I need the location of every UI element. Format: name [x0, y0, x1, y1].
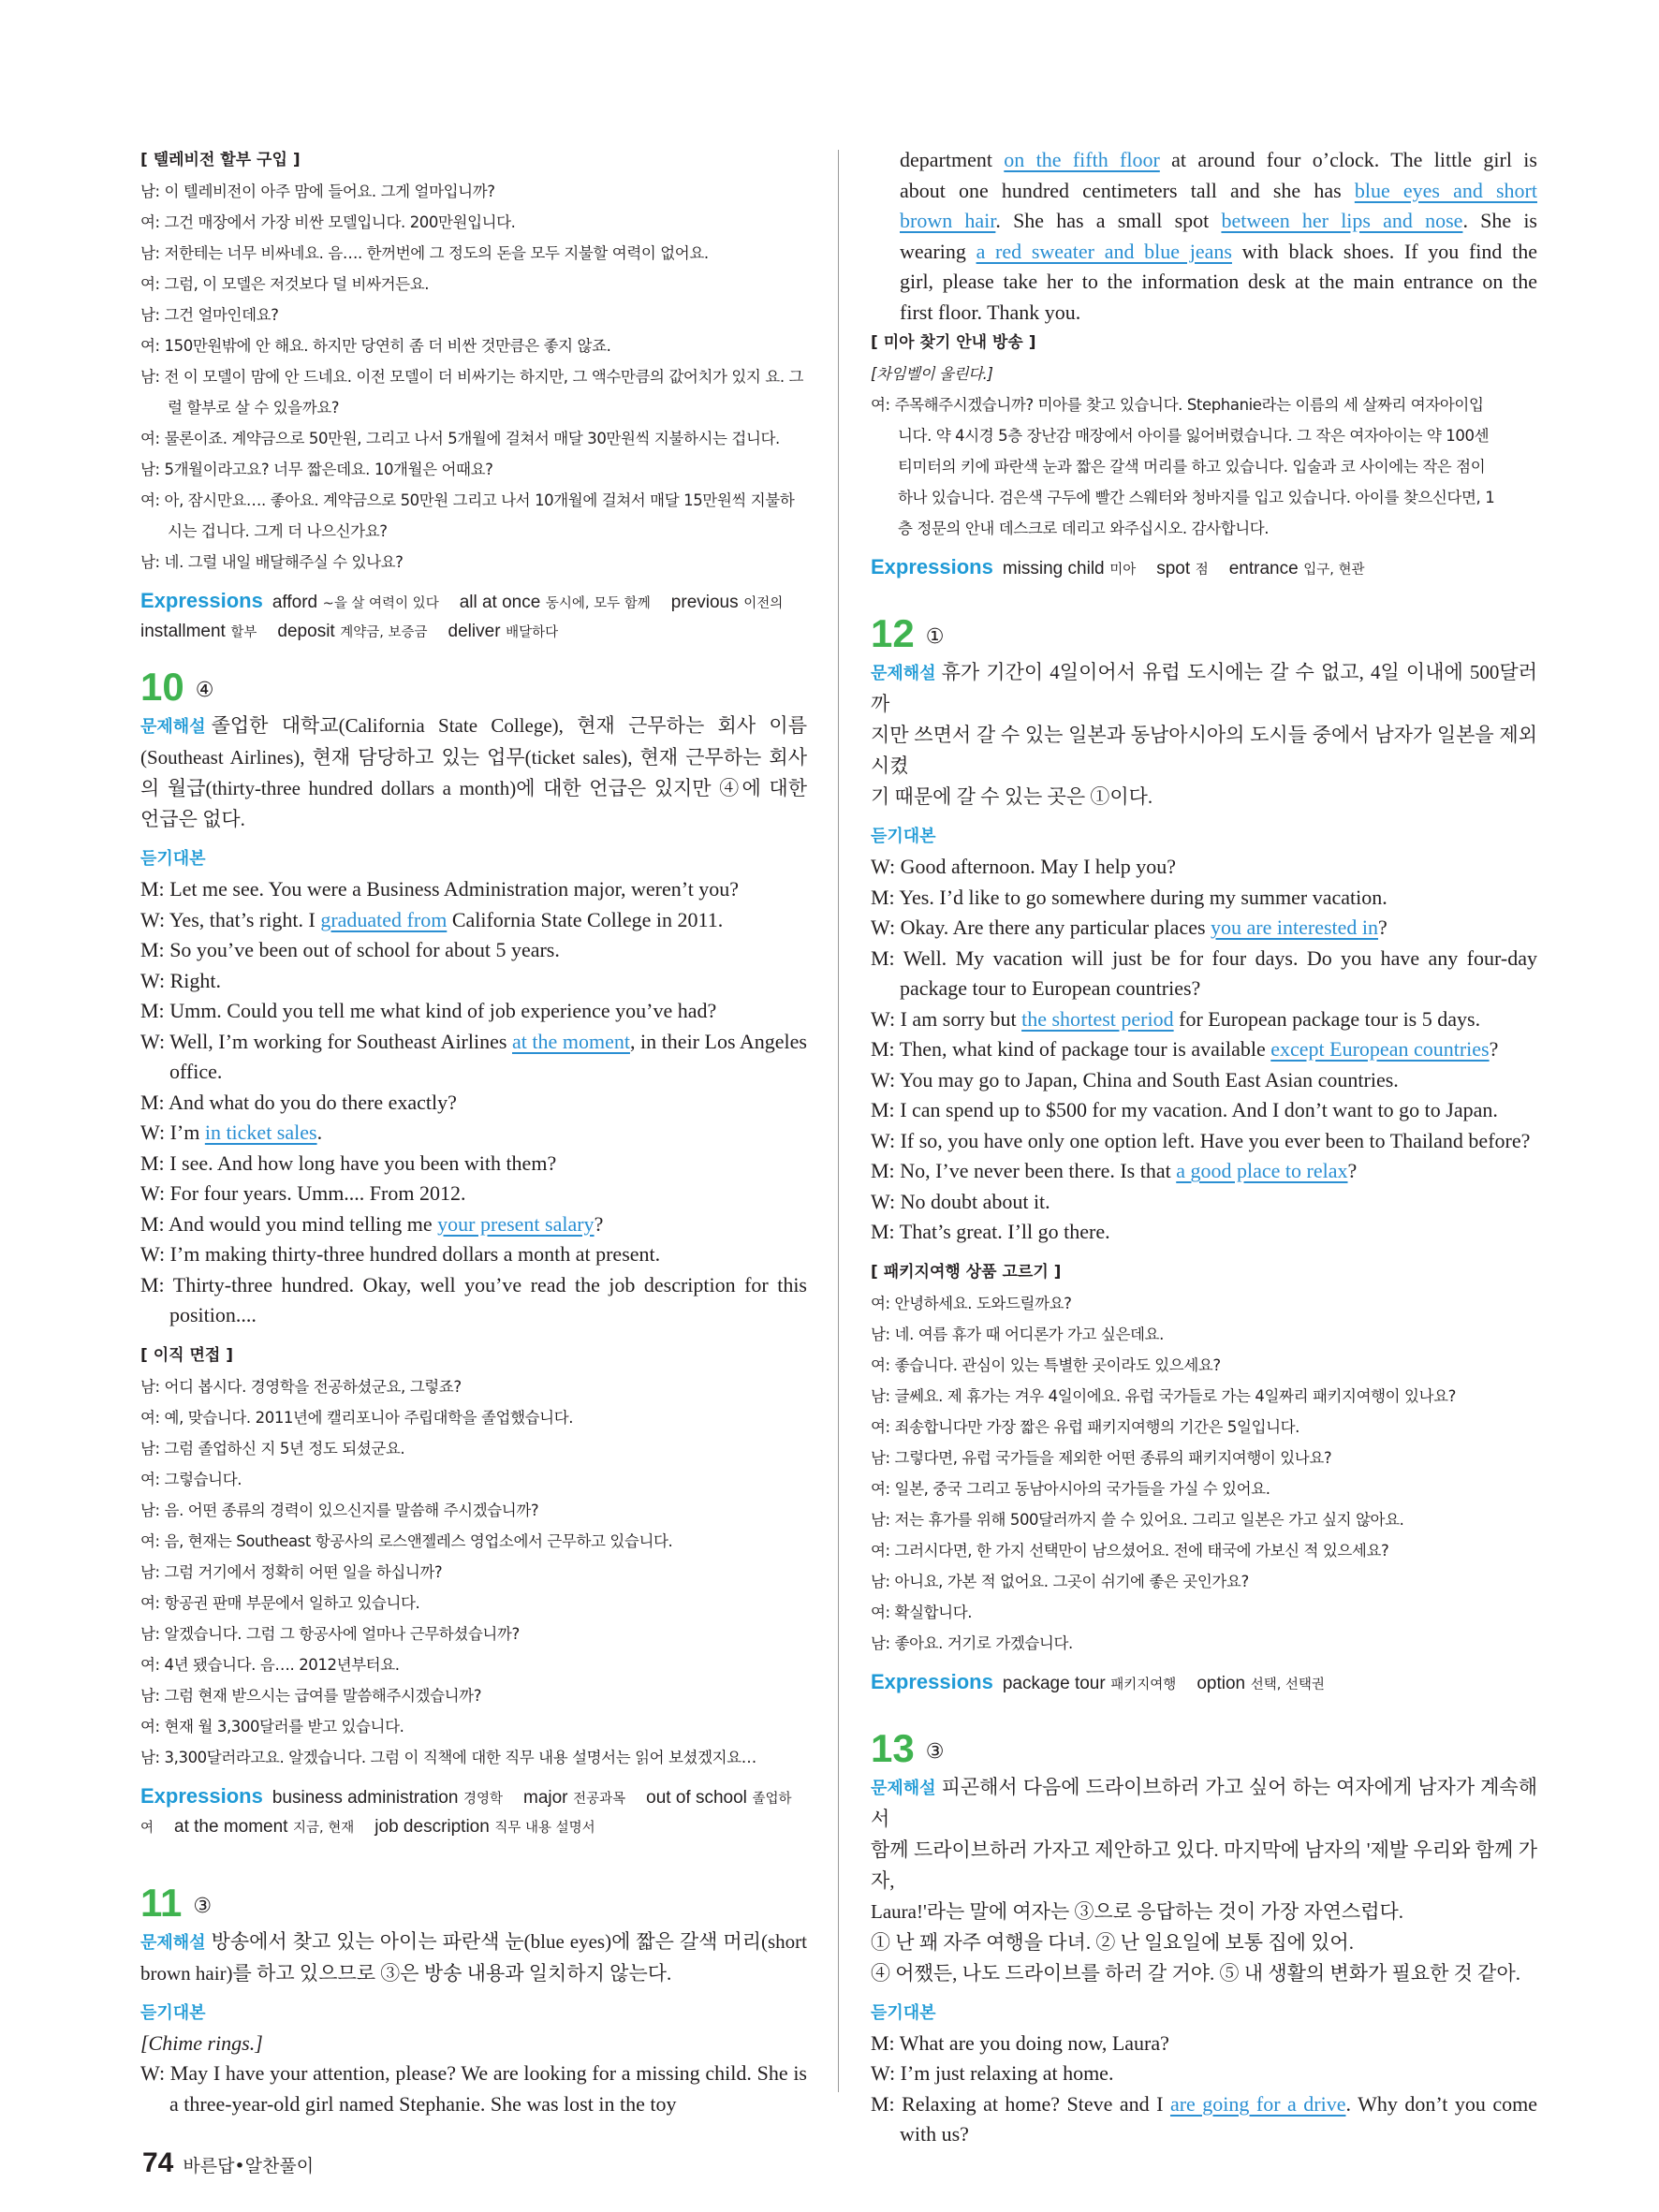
script-line — [871, 2089, 1537, 2150]
expression-term: spot — [1156, 559, 1191, 579]
script-text: Yes, that’s right. I — [169, 907, 321, 931]
dialogue-line: 여: 일본, 중국 그리고 동남아시아의 국가들을 가실 수 있어요. — [871, 1479, 1270, 1498]
dialogue-line: 남: 글쎄요. 제 휴가는 겨우 4일이에요. 유럽 국가들로 가는 4일짜리 패키지여행이 있나요? — [871, 1386, 1457, 1405]
korean-dialogue — [140, 176, 807, 578]
english-script — [871, 2029, 1537, 2150]
script-line — [140, 1209, 807, 1240]
announcement-line: 여: 주목해주시겠습니까? 미아를 찾고 있습니다. Stephanie라는 이름의 세 살짜리 여자아이입 — [871, 396, 1484, 414]
script-line — [871, 1004, 1537, 1035]
script-text: I am sorry but — [900, 1006, 1022, 1031]
script-label: 듣기대본 — [140, 2002, 206, 2023]
speaker: M: — [871, 885, 900, 909]
script-line — [140, 1149, 807, 1179]
book-title: 바른답•알찬풀이 — [183, 2156, 315, 2176]
expressions — [140, 1782, 807, 1842]
expression-meaning: 직무 내용 설명서 — [494, 1820, 595, 1836]
script-text: That’s great. I’ll go there. — [899, 1220, 1110, 1243]
script-text: Okay. Are there any particular places — [900, 916, 1211, 939]
dialogue-line: 여: 물론이죠. 계약금으로 50만원, 그리고 나서 5개월에 걸쳐서 매달 30만원씩 지불하시는 겁니다. — [140, 430, 780, 447]
script-text: And would you mind telling me — [168, 1211, 438, 1236]
script-text: Relaxing at home? Steve and I — [902, 2091, 1170, 2116]
script-text: I’m making thirty-three hundred dollars a month at present. — [169, 1242, 661, 1266]
section-title: [ 패키지여행 상품 고르기 ] — [871, 1262, 1062, 1282]
page-footer — [142, 2147, 314, 2179]
expression-term: out of school — [646, 1787, 747, 1808]
script-line — [140, 1118, 807, 1149]
expression-term: deliver — [448, 622, 501, 641]
dialogue-line: 남: 전 이 모델이 맘에 안 드네요. 이전 모델이 더 비싸기는 하지만, 그 액수만큼의 값어치가 있지 요. 그럴 할부로 살 수 있을까요? — [140, 368, 804, 417]
dialogue-line: 여: 4년 됐습니다. 음…. 2012년부터요. — [140, 1655, 400, 1674]
script-text: And what do you do there exactly? — [168, 1090, 457, 1114]
speaker: M: — [871, 945, 903, 970]
speaker: W: — [871, 1006, 901, 1031]
script-label: 듣기대본 — [140, 849, 206, 869]
expression-term: all at once — [459, 593, 541, 612]
blank-answer: you are interested in — [1211, 916, 1379, 939]
speaker: W: — [871, 1128, 901, 1152]
script-line — [140, 935, 807, 966]
speaker: W: — [140, 1242, 170, 1266]
script-text: Then, what kind of package tour is available — [899, 1037, 1271, 1061]
script-text: for European package tour is 5 days. — [1173, 1006, 1481, 1031]
solution-explanation: 문제해설 방송에서 찾고 있는 아이는 파란색 눈(blue eyes)에 짧은 갈색 머리(short brown hair)를 하고 있으므로 ③은 방송 내용과 일치하지 않는다. — [140, 1929, 807, 1985]
section-title: [ 미아 찾기 안내 방송 ] — [871, 333, 1036, 352]
script-line — [140, 966, 807, 997]
question-number: 11 — [140, 1880, 183, 1925]
speaker: M: — [871, 2091, 903, 2116]
expression-term: business administration — [272, 1787, 459, 1808]
dialogue-line: 남: 그럼 현재 받으시는 급여를 말씀해주시겠습니까? — [140, 1686, 482, 1705]
column-divider — [838, 150, 839, 2092]
korean-dialogue — [140, 1371, 807, 1773]
left-column — [140, 145, 807, 2119]
dialogue-line: 남: 아니요, 가본 적 없어요. 그곳이 쉬기에 좋은 곳인가요? — [871, 1572, 1249, 1590]
script-continuation: department on the fifth floor at around four o’clock. The little girl is about one hundred centimeters tall and she has blue eyes and short brown hair. She has a small spot between her lips and nose. She is wearing a red sweater and blue jeans with black shoes. If you find the girl, please take her to the information desk at the main entrance on the first floor. Thank you. — [900, 148, 1537, 324]
dialogue-line: 여: 항공권 판매 부문에서 일하고 있습니다. — [140, 1593, 420, 1612]
right-column — [871, 145, 1537, 2150]
question-header — [871, 1720, 1537, 1772]
announcement-line: 니다. 약 4시경 5층 장난감 매장에서 아이를 잃어버렸습니다. 그 작은 여자아이는 약 100센 — [898, 427, 1490, 445]
dialogue-line: 여: 그러시다면, 한 가지 선택만이 남으셨어요. 전에 태국에 가보신 적 있으세요? — [871, 1541, 1389, 1560]
blank-answer: your present salary — [437, 1211, 595, 1236]
speaker: W: — [140, 968, 170, 992]
script-line — [871, 1034, 1537, 1065]
expression-term: deposit — [277, 622, 335, 641]
dialogue-line: 여: 안녕하세요. 도와드릴까요? — [871, 1294, 1072, 1312]
dialogue-line: 여: 그렇습니다. — [140, 1470, 242, 1488]
expression-meaning: 패키지여행 — [1110, 1677, 1177, 1692]
expression-meaning: 할부 — [230, 625, 257, 640]
expression-meaning: 선택, 선택권 — [1250, 1677, 1325, 1692]
speaker: W: — [871, 1189, 901, 1213]
script-line — [871, 1065, 1537, 1096]
script-line — [140, 1270, 807, 1331]
expressions — [871, 553, 1537, 584]
dialogue-line: 여: 확실합니다. — [871, 1603, 973, 1621]
script-line — [871, 1187, 1537, 1218]
question-number: 12 — [871, 611, 915, 655]
dialogue-line: 남: 음. 어떤 종류의 경력이 있으신지를 말씀해 주시겠습니까? — [140, 1501, 539, 1519]
script-line — [871, 2058, 1537, 2089]
answer-mark: ④ — [195, 679, 214, 702]
dialogue-line: 남: 좋아요. 거기로 가겠습니다. — [871, 1633, 1073, 1652]
script-line — [140, 1027, 807, 1088]
dialogue-line: 여: 150만원밖에 안 해요. 하지만 당연히 좀 더 비싼 것만큼은 좋지 않죠. — [140, 337, 611, 355]
dialogue-line: 남: 그렇다면, 유럽 국가들을 제외한 어떤 종류의 패키지여행이 있나요? — [871, 1448, 1332, 1467]
announcement-line: 티미터의 키에 파란색 눈과 짧은 갈색 머리를 하고 있습니다. 입술과 코 사이에는 작은 점이 — [898, 458, 1486, 476]
dialogue-line: 남: 이 텔레비전이 아주 맘에 들어요. 그게 얼마입니까? — [140, 183, 495, 200]
expression-meaning: ~을 살 여력이 있다 — [322, 596, 439, 611]
dialogue-line: 남: 그럼 거기에서 정확히 어떤 일을 하십니까? — [140, 1562, 443, 1581]
expression-meaning: 입구, 현관 — [1303, 563, 1365, 578]
dialogue-line: 남: 3,300달러라고요. 알겠습니다. 그럼 이 직책에 대한 직무 내용 설명서는 읽어 보셨겠지요… — [140, 1748, 756, 1766]
script-line — [871, 2029, 1537, 2059]
expression-term: missing child — [1002, 559, 1105, 579]
expression-term: entrance — [1228, 559, 1299, 579]
question-header — [140, 658, 807, 710]
blank-answer: are going for a drive — [1169, 2091, 1346, 2116]
speaker: M: — [871, 2030, 900, 2055]
korean-announcement — [871, 389, 1537, 544]
expressions-label: Expressions — [871, 555, 993, 579]
script-line — [140, 996, 807, 1027]
dialogue-line: 여: 그럼, 이 모델은 저것보다 덜 비싸거든요. — [140, 275, 430, 293]
expression-term: installment — [140, 622, 226, 641]
korean-dialogue — [871, 1288, 1537, 1659]
dialogue-line: 여: 아, 잠시만요…. 좋아요. 계약금으로 50만원 그리고 나서 10개월에 걸쳐서 매달 15만원씩 지불하시는 겁니다. 그게 더 나으신가요? — [140, 491, 795, 540]
announcement-line: 하나 있습니다. 검은색 구두에 빨간 스웨터와 청바지를 입고 있습니다. 아이를 찾으신다면, 1 — [898, 489, 1495, 506]
expression-term: previous — [670, 593, 739, 612]
expressions — [140, 587, 807, 647]
expression-term: afford — [272, 593, 318, 612]
expressions-label: Expressions — [140, 589, 263, 612]
script-line — [871, 1126, 1537, 1157]
script-text: ? — [1378, 916, 1387, 939]
expression-meaning: 배달하다 — [506, 625, 559, 640]
expressions-label: Expressions — [140, 1783, 263, 1808]
expression-term: major — [523, 1787, 568, 1808]
script-line — [140, 1179, 807, 1209]
script-text: California State College in 2011. — [447, 907, 724, 931]
speaker: M: — [871, 1098, 901, 1121]
answer-mark: ③ — [193, 1894, 213, 1918]
script-text: Yes. I’d like to go somewhere during my summer vacation. — [899, 885, 1387, 909]
solution-explanation: 문제해설 피곤해서 다음에 드라이브하러 가고 싶어 하는 여자에게 남자가 계속해서 함께 드라이브하러 가자고 제안하고 있다. 마지막에 남자의 '제발 우리와 함께 가자, Laura!'라는 말에 여자는 ③으로 응답하는 것이 가장 자연스럽다. ① 난 꽤 자주 여행을 다녀. ② 난 일요일에 보통 집에 있어. ④ 어쨌든, 나도 드라이브를 하러 갈 거야. ⑤ 내 생활의 변화가 필요한 것 같아. — [871, 1775, 1537, 1985]
section-title: [ 이직 면접 ] — [140, 1345, 233, 1365]
dialogue-line: 남: 5개월이라고요? 너무 짧은데요. 10개월은 어때요? — [140, 461, 493, 478]
script-text: You may go to Japan, China and South East Asian countries. — [899, 1067, 1399, 1091]
chime-direction: [Chime rings.] — [140, 2030, 263, 2055]
speaker: W: — [871, 916, 901, 939]
script-text: Let me see. You were a Business Administration major, weren’t you? — [169, 877, 740, 901]
script-text: ? — [1489, 1037, 1499, 1061]
dialogue-line: 남: 어디 봅시다. 경영학을 전공하셨군요, 그렇죠? — [140, 1377, 462, 1396]
speaker: M: — [871, 1220, 900, 1243]
blank-answer: the shortest period — [1021, 1006, 1174, 1031]
script-text: I see. And how long have you been with them? — [169, 1150, 557, 1175]
expression-meaning: 미아 — [1109, 563, 1137, 578]
script-label: 듣기대본 — [871, 2002, 936, 2023]
speaker: W: — [871, 2061, 901, 2085]
expression-term: at the moment — [174, 1816, 288, 1837]
solution-explanation: 문제해설 휴가 기간이 4일이어서 유럽 도시에는 갈 수 없고, 4일 이내에 500달러까 지만 쓰면서 갈 수 있는 일본과 동남아시아의 도시들 중에서 남자가 일본을 제외시켰 기 때문에 갈 수 있는 곳은 ①이다. — [871, 661, 1537, 808]
dialogue-line: 남: 네. 여름 휴가 때 어디론가 가고 싶은데요. — [871, 1325, 1164, 1343]
script-line — [140, 874, 807, 905]
chime-direction: [차임벨이 울린다.] — [871, 365, 993, 383]
dialogue-line: 여: 좋습니다. 관심이 있는 특별한 곳이라도 있으세요? — [871, 1355, 1221, 1374]
script-text: I can spend up to $500 for my vacation. And I don’t want to go to Japan. — [900, 1098, 1498, 1121]
expressions-label: Expressions — [871, 1669, 993, 1693]
expression-meaning: 전공과목 — [573, 1791, 626, 1807]
script-text: No doubt about it. — [900, 1189, 1050, 1213]
script-text: Right. — [169, 968, 221, 992]
dialogue-line: 남: 저는 휴가를 위해 500달러까지 쓸 수 있어요. 그리고 일본은 가고 싶지 않아요. — [871, 1510, 1404, 1529]
question-number: 10 — [140, 665, 184, 709]
speaker: M: — [140, 1211, 169, 1236]
speaker: W: — [140, 1029, 170, 1053]
script-line — [140, 905, 807, 936]
expression-term: job description — [374, 1816, 490, 1837]
dialogue-line: 남: 그럼 졸업하신 지 5년 정도 되셨군요. — [140, 1439, 405, 1458]
speaker: M: — [140, 1150, 170, 1175]
blank-answer: a good place to relax — [1176, 1159, 1348, 1182]
script-text: Thirty-three hundred. Okay, well you’ve read the job description for this position.... — [169, 1272, 807, 1326]
script-text: . — [316, 1121, 323, 1144]
expressions — [871, 1668, 1537, 1699]
english-script — [140, 874, 807, 1331]
blank-answer: at the moment — [512, 1029, 630, 1053]
expression-meaning: 점 — [1195, 563, 1209, 578]
answer-mark: ③ — [925, 1739, 945, 1764]
script-text: Umm. Could you tell me what kind of job experience you’ve had? — [169, 999, 717, 1022]
dialogue-line: 남: 네. 그럴 내일 배달해주실 수 있나요? — [140, 553, 404, 571]
script-text: , in their Los Angeles office. — [169, 1029, 807, 1083]
script-text: ? — [1347, 1159, 1358, 1182]
script-text: What are you doing now, Laura? — [899, 2030, 1169, 2055]
speaker: M: — [140, 1272, 173, 1296]
dialogue-line: 여: 예, 맞습니다. 2011년에 캘리포니아 주립대학을 졸업했습니다. — [140, 1408, 574, 1427]
script-text: For four years. Umm.... From 2012. — [169, 1181, 466, 1205]
script-line — [871, 944, 1537, 1004]
blank-answer: except European countries — [1270, 1037, 1490, 1061]
answer-mark: ① — [925, 625, 945, 649]
dialogue-line: 여: 그건 매장에서 가장 비싼 모델입니다. 200만원입니다. — [140, 213, 516, 231]
english-script — [871, 852, 1537, 1248]
announcement-line: 층 정문의 안내 데스크로 데리고 와주십시오. 감사합니다. — [898, 520, 1270, 537]
question-number: 13 — [871, 1725, 915, 1770]
dialogue-line: 남: 알겠습니다. 그럼 그 항공사에 얼마나 근무하셨습니까? — [140, 1624, 520, 1643]
script-text: If so, you have only one option left. Have you ever been to Thailand before? — [900, 1128, 1531, 1152]
script-text: I’m — [169, 1121, 205, 1144]
script-line: W: May I have your attention, please? We are looking for a missing child. She is a three-year-old girl named Stephanie. She was lost in the toy — [140, 2061, 807, 2116]
expression-meaning: 졸업하여 — [140, 1791, 792, 1836]
expression-meaning: 경영학 — [462, 1791, 503, 1807]
script-text: Good afternoon. May I help you? — [900, 855, 1177, 878]
expression-meaning: 이전의 — [743, 596, 784, 611]
blank-answer: graduated from — [320, 907, 448, 931]
solution-explanation: 문제해설 졸업한 대학교(California State College), 현재 근무하는 회사 이름 (Southeast Airlines), 현재 담당하고 있는 업무(ticket sales), 현재 근무하는 회사 의 월급(thirty-three hundred dollars a month)에 대한 언급은 있지만 ④에 대한 언급은 없다. — [140, 714, 807, 830]
script-line — [871, 913, 1537, 944]
dialogue-line: 여: 현재 월 3,300달러를 받고 있습니다. — [140, 1717, 404, 1736]
dialogue-line: 여: 죄송합니다만 가장 짧은 유럽 패키지여행의 기간은 5일입니다. — [871, 1417, 1300, 1436]
dialogue-line: 여: 음, 현재는 Southeast 항공사의 로스앤젤레스 영업소에서 근무하고 있습니다. — [140, 1531, 673, 1550]
expression-term: option — [1197, 1673, 1246, 1693]
speaker: M: — [140, 877, 170, 901]
solution-label: 문제해설 — [140, 717, 206, 737]
speaker: M: — [871, 1037, 900, 1061]
script-line — [140, 1088, 807, 1119]
speaker: W: — [140, 1181, 170, 1205]
speaker: W: — [140, 1121, 170, 1144]
dialogue-line: 남: 그건 얼마인데요? — [140, 306, 279, 324]
script-text: No, I’ve never been there. Is that — [900, 1159, 1177, 1182]
script-line — [140, 1239, 807, 1270]
solution-label: 문제해설 — [871, 1778, 936, 1798]
expression-term: package tour — [1002, 1673, 1106, 1693]
expression-meaning: 계약금, 보증금 — [340, 625, 428, 640]
script-text: ? — [594, 1211, 604, 1236]
speaker: W: — [871, 855, 901, 878]
script-line — [871, 1217, 1537, 1248]
script-text: So you’ve been out of school for about 5 years. — [169, 938, 560, 961]
script-label: 듣기대본 — [871, 827, 936, 846]
solution-label: 문제해설 — [871, 664, 936, 683]
script-text: . Why don’t you come with us? — [900, 2091, 1537, 2146]
speaker: M: — [871, 1159, 901, 1182]
solution-label: 문제해설 — [140, 1932, 206, 1953]
section-title: [ 텔레비전 할부 구입 ] — [140, 151, 301, 169]
speaker: M: — [140, 1090, 169, 1114]
question-header — [871, 605, 1537, 657]
expression-meaning: 동시에, 모두 함께 — [545, 596, 651, 611]
script-line — [871, 883, 1537, 914]
script-line — [871, 1156, 1537, 1187]
speaker: W: — [140, 907, 169, 931]
script-text: I’m just relaxing at home. — [900, 2061, 1114, 2085]
speaker: M: — [140, 938, 170, 961]
script-line — [871, 1095, 1537, 1126]
question-header — [140, 1874, 807, 1926]
expression-meaning: 지금, 현재 — [293, 1820, 355, 1836]
speaker: W: — [871, 1067, 900, 1091]
script-text: Well. My vacation will just be for four days. Do you have any four-day package tour to European countries? — [900, 945, 1537, 1000]
speaker: M: — [140, 999, 170, 1022]
script-text: Well, I’m working for Southeast Airlines — [169, 1029, 512, 1053]
dialogue-line: 남: 저한테는 너무 비싸네요. 음…. 한꺼번에 그 정도의 돈을 모두 지불할 여력이 없어요. — [140, 244, 709, 262]
blank-answer: in ticket sales — [204, 1121, 317, 1144]
page-number: 74 — [142, 2147, 174, 2178]
script-line — [871, 852, 1537, 883]
